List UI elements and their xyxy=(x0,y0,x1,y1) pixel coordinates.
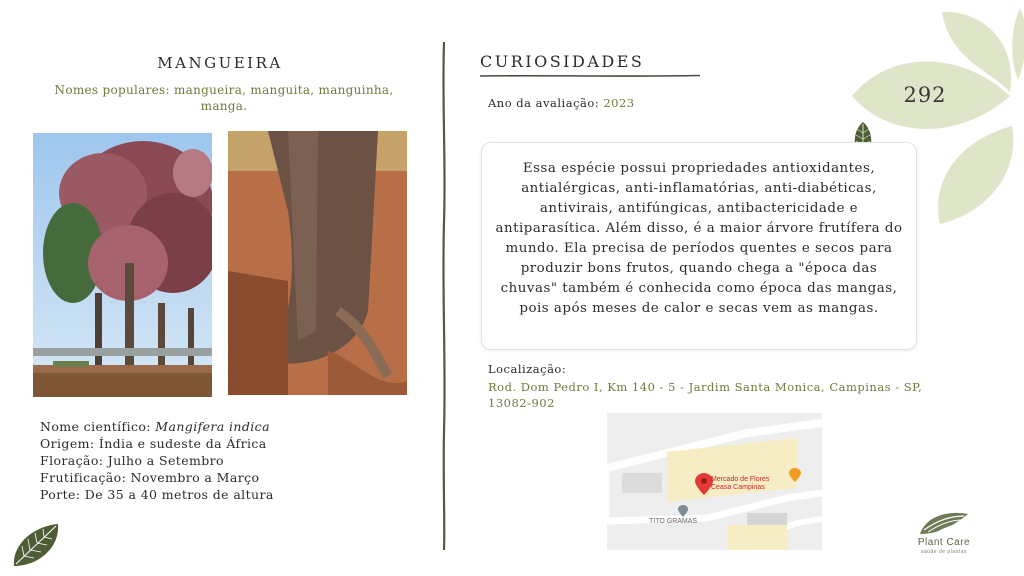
location-label: Localização: xyxy=(488,362,567,376)
scientific-name: Mangifera indica xyxy=(155,419,270,434)
brand-name: Plant Care xyxy=(917,537,971,548)
location-address: Rod. Dom Pedro I, Km 140 - 5 - Jardim Santa Monica, Campinas - SP, 13082-902 xyxy=(488,380,923,410)
title-underline xyxy=(480,74,700,78)
scientific-name-row: Nome científico: Mangifera indica xyxy=(40,419,270,434)
leaf-icon xyxy=(10,522,62,568)
page-number: 292 xyxy=(903,83,947,107)
column-divider xyxy=(441,42,447,550)
map-other-label: TITO GRAMAS xyxy=(649,518,698,525)
popular-names: Nomes populares: mangueira, manguita, manguinha, manga. xyxy=(54,83,394,113)
trunk-photo xyxy=(228,131,407,395)
evaluation-year: Ano da avaliação: 2023 xyxy=(488,96,635,110)
page-title: MANGUEIRA xyxy=(157,54,283,72)
origin-row: Origem: Índia e sudeste da África xyxy=(40,436,267,451)
section-title: CURIOSIDADES xyxy=(480,52,645,71)
year-value: 2023 xyxy=(603,96,635,110)
brand-tagline: saúde de plantas xyxy=(920,549,968,555)
flowering-row: Floração: Julho a Setembro xyxy=(40,453,224,468)
curiosity-text: Essa espécie possui propriedades antioxidantes, antialérgicas, anti-inflamatórias, anti-diabéticas, antivirais, antifúngicas, antibactericidade e antiparasítica. Além disso, é a maior árvore frutífera do mundo. Ela precisa de períodos quentes e secos para produzir bons frutos, quando chega a "época das chuvas" também é conhecida como época das mangas, pois após meses de calor e secas vem as mangas. xyxy=(495,161,903,316)
species-info xyxy=(40,418,274,503)
plant-care-logo-icon xyxy=(918,508,970,538)
map-place-name: Mercado de Flores xyxy=(711,476,770,483)
curiosity-card xyxy=(481,142,917,350)
fruiting-row: Frutificação: Novembro a Março xyxy=(40,470,260,485)
size-row: Porte: De 35 a 40 metros de altura xyxy=(40,487,274,502)
map-place-subname: Ceasa Campinas xyxy=(711,484,765,491)
location-map[interactable] xyxy=(607,413,822,550)
tree-photo xyxy=(33,133,212,397)
